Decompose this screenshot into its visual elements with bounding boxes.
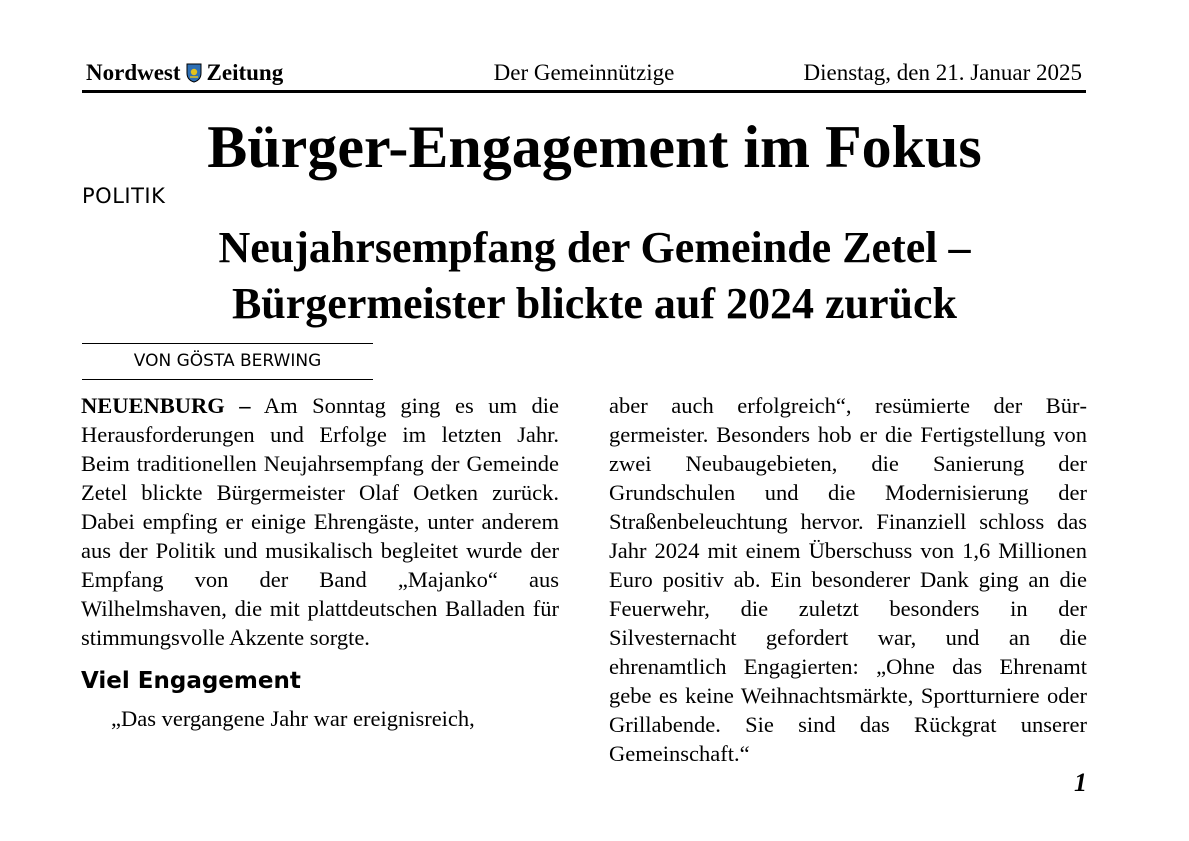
masthead bbox=[82, 58, 1086, 93]
brand-name-right: Zeitung bbox=[206, 60, 284, 85]
article-paragraph-2-start: „Das vergangene Jahr war ereignisreich, bbox=[111, 706, 475, 731]
sub-headline-line-1: Neujahrsempfang der Gemeinde Zetel – bbox=[218, 223, 971, 272]
article-column-left bbox=[81, 391, 559, 733]
article-column-right bbox=[609, 391, 1087, 768]
page-number: 1 bbox=[1074, 768, 1087, 797]
brand-name-left: Nordwest bbox=[86, 60, 181, 85]
crest-icon bbox=[186, 63, 202, 83]
sub-headline-line-2: Bürgermeister blickte auf 2024 zurück bbox=[231, 279, 958, 328]
issue-date: Dienstag, den 21. Januar 2025 bbox=[803, 60, 1082, 85]
sub-headline bbox=[0, 220, 1189, 332]
crosshead: Viel Engagement bbox=[81, 668, 301, 694]
dateline: NEUENBURG – bbox=[81, 393, 251, 418]
article-paragraph-2-continued: aber auch erfolgreich“, resümierte der Bürgermeister. Besonders hob er die Fertigstellung von zwei Neubaugebieten, die Sanierung der Grundschulen und die Modernisierung der Straßenbeleuchtung hervor. Finanziell schloss das Jahr 2024 mit einem Überschuss von 1,6 Millionen Euro positiv ab. Ein besonderer Dank ging an die Feuerwehr, die zuletzt besonders in der Silvesternacht gefordert war, und an die ehrenamtlich Engagierten: „Ohne das Ehrenamt gebe es keine Weihnachtsmärkte, Sportturniere oder Grillabende. Sie sind das Rückgrat unserer Gemeinschaft.“ bbox=[609, 393, 1087, 766]
byline: VON GÖSTA BERWING bbox=[82, 343, 373, 380]
paragraph-1-text: Am Sonntag ging es um die Herausforderungen und Erfolge im letzten Jahr. Beim traditionellen Neujahrsempfang der Gemeinde Zetel blickte Bürgermeister Olaf Oetken zurück. Dabei empfing er einige Ehrengäste, unter anderem aus der Politik und musikalisch begleitet wurde der Empfang von der Band „Majanko“ aus Wilhelmshaven, die mit plattdeutschen Balladen für stimmungsvolle Akzente sorgte. bbox=[81, 393, 559, 650]
article-paragraph-1 bbox=[81, 391, 559, 652]
newspaper-brand bbox=[86, 60, 283, 86]
rubric-label: POLITIK bbox=[82, 184, 166, 208]
section-title: Der Gemeinnützige bbox=[493, 60, 675, 85]
main-headline: Bürger-Engagement im Fokus bbox=[207, 114, 982, 180]
